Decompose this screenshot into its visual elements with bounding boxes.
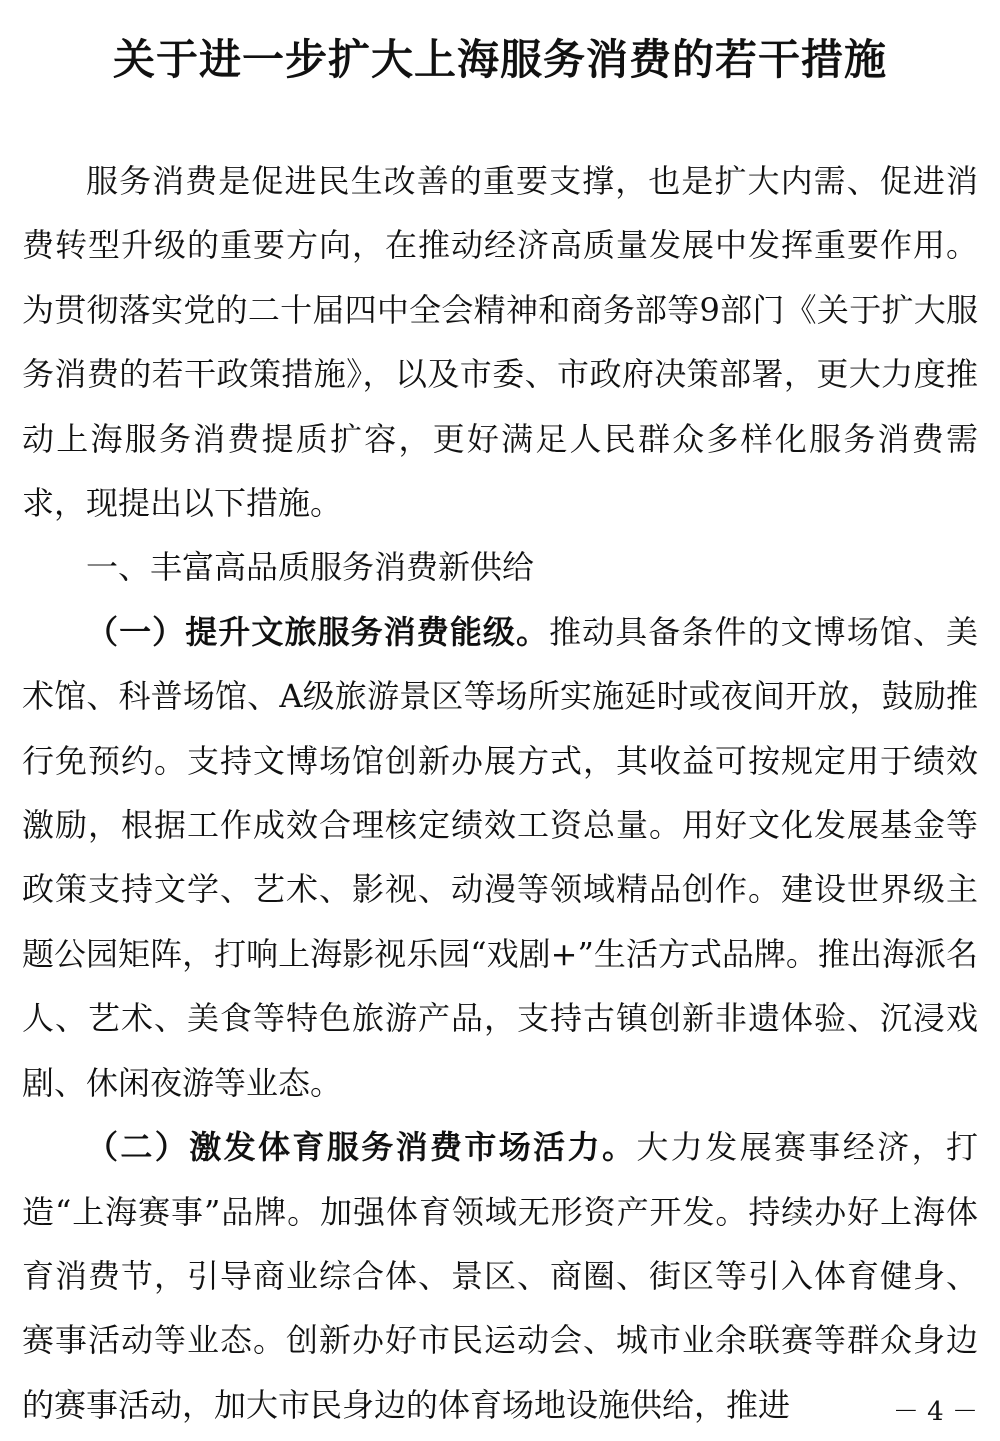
item-paragraph-2 (22, 1115, 978, 1437)
item-text-1: 推动具备条件的文博场馆、美术馆、科普场馆、A级旅游景区等场所实施延时或夜间开放，鼓励推行免预约。支持文博场馆创新办展方式，其收益可按规定用于绩效激励，根据工作成效合理核定绩效工资总量。用好文化发展基金等政策支持文学、艺术、影视、动漫等领域精品创作。建设世界级主题公园矩阵，打响上海影视乐园“戏剧+”生活方式品牌。推出海派名人、艺术、美食等特色旅游产品，支持古镇创新非遗体验、沉浸戏剧、休闲夜游等业态。 (22, 612, 978, 1102)
document-body (22, 149, 978, 1437)
item-title-2: （二）激发体育服务消费市场活力。 (86, 1128, 637, 1167)
document-title: 关于进一步扩大上海服务消费的若干措施 (112, 35, 887, 84)
section-heading: 一、丰富高品质服务消费新供给 (86, 548, 535, 587)
item-text-2: 大力发展赛事经济，打造“上海赛事”品牌。加强体育领域无形资产开发。持续办好上海体育消费节，引导商业综合体、景区、商圈、街区等引入体育健身、赛事活动等业态。创新办好市民运动会、城市业余联赛等群众身边的赛事活动，加大市民身边的体育场地设施供给，推进 (22, 1128, 978, 1424)
item-paragraph-1 (22, 600, 978, 1115)
item-title-1: （一）提升文旅服务消费能级。 (86, 612, 550, 651)
page-number: － 4 － (892, 1397, 978, 1427)
intro-paragraph: 服务消费是促进民生改善的重要支撑，也是扩大内需、促进消费转型升级的重要方向，在推动经济高质量发展中发挥重要作用。为贯彻落实党的二十届四中全会精神和商务部等9部门《关于扩大服务消费的若干政策措施》，以及市委、市政府决策部署，更大力度推动上海服务消费提质扩容，更好满足人民群众多样化服务消费需求，现提出以下措施。 (22, 162, 978, 523)
